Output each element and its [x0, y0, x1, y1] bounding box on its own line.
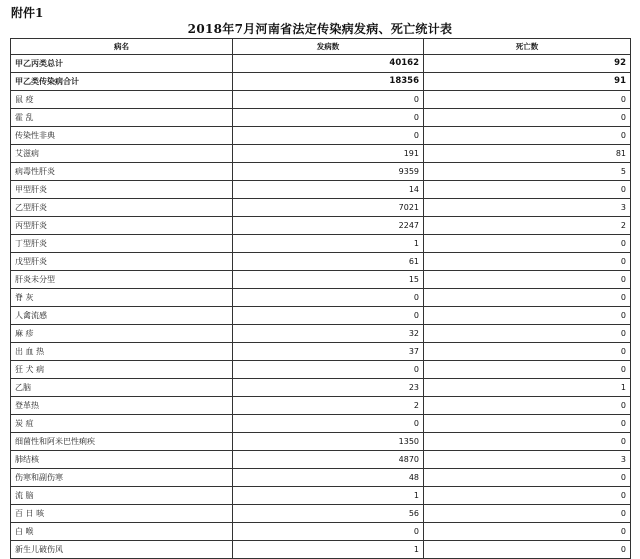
deaths-cell: 0	[424, 271, 631, 289]
cases-cell: 0	[233, 361, 424, 379]
disease-name-cell: 流 脑	[11, 487, 233, 505]
cases-cell: 7021	[233, 199, 424, 217]
disease-name-cell: 登革热	[11, 397, 233, 415]
table-row	[11, 307, 631, 325]
disease-name-cell: 鼠 疫	[11, 91, 233, 109]
table-row	[11, 73, 631, 91]
table-row	[11, 505, 631, 523]
disease-name-cell: 乙型肝炎	[11, 199, 233, 217]
disease-name-cell: 肝炎未分型	[11, 271, 233, 289]
cases-cell: 37	[233, 343, 424, 361]
deaths-cell: 0	[424, 91, 631, 109]
disease-name-cell: 乙脑	[11, 379, 233, 397]
disease-name-cell: 肺结核	[11, 451, 233, 469]
cases-cell: 32	[233, 325, 424, 343]
header-cases: 发病数	[233, 39, 424, 55]
disease-name-cell: 甲乙类传染病合计	[11, 73, 233, 91]
attachment-label: 附件1	[11, 6, 44, 20]
deaths-cell: 3	[424, 199, 631, 217]
deaths-cell: 0	[424, 109, 631, 127]
deaths-cell: 2	[424, 217, 631, 235]
cases-cell: 15	[233, 271, 424, 289]
deaths-cell: 0	[424, 541, 631, 559]
table-row	[11, 379, 631, 397]
table-body	[11, 55, 631, 559]
table-row	[11, 109, 631, 127]
table-row	[11, 145, 631, 163]
disease-name-cell: 出 血 热	[11, 343, 233, 361]
cases-cell: 0	[233, 307, 424, 325]
table-row	[11, 235, 631, 253]
cases-cell: 1350	[233, 433, 424, 451]
disease-name-cell: 戊型肝炎	[11, 253, 233, 271]
deaths-cell: 0	[424, 343, 631, 361]
deaths-cell: 0	[424, 433, 631, 451]
cases-cell: 61	[233, 253, 424, 271]
deaths-cell: 0	[424, 523, 631, 541]
cases-cell: 0	[233, 109, 424, 127]
table-row	[11, 271, 631, 289]
cases-cell: 1	[233, 235, 424, 253]
table-row	[11, 487, 631, 505]
table-row	[11, 181, 631, 199]
header-deaths: 死亡数	[424, 39, 631, 55]
deaths-cell: 92	[424, 55, 631, 73]
deaths-cell: 0	[424, 253, 631, 271]
deaths-cell: 0	[424, 307, 631, 325]
disease-name-cell: 霍 乱	[11, 109, 233, 127]
disease-name-cell: 丁型肝炎	[11, 235, 233, 253]
disease-name-cell: 狂 犬 病	[11, 361, 233, 379]
table-row	[11, 325, 631, 343]
disease-name-cell: 新生儿破伤风	[11, 541, 233, 559]
disease-name-cell: 病毒性肝炎	[11, 163, 233, 181]
deaths-cell: 3	[424, 451, 631, 469]
deaths-cell: 0	[424, 505, 631, 523]
disease-name-cell: 伤寒和副伤寒	[11, 469, 233, 487]
deaths-cell: 0	[424, 415, 631, 433]
cases-cell: 0	[233, 415, 424, 433]
cases-cell: 1	[233, 541, 424, 559]
cases-cell: 1	[233, 487, 424, 505]
cases-cell: 2247	[233, 217, 424, 235]
disease-name-cell: 细菌性和阿米巴性痢疾	[11, 433, 233, 451]
cases-cell: 0	[233, 523, 424, 541]
disease-name-cell: 百 日 咳	[11, 505, 233, 523]
deaths-cell: 0	[424, 325, 631, 343]
cases-cell: 14	[233, 181, 424, 199]
table-row	[11, 343, 631, 361]
cases-cell: 191	[233, 145, 424, 163]
deaths-cell: 91	[424, 73, 631, 91]
cases-cell: 18356	[233, 73, 424, 91]
table-row	[11, 199, 631, 217]
deaths-cell: 81	[424, 145, 631, 163]
deaths-cell: 0	[424, 397, 631, 415]
disease-name-cell: 白 喉	[11, 523, 233, 541]
deaths-cell: 0	[424, 361, 631, 379]
table-row	[11, 361, 631, 379]
disease-name-cell: 麻 疹	[11, 325, 233, 343]
header-disease-name: 病名	[11, 39, 233, 55]
table-row	[11, 127, 631, 145]
disease-name-cell: 传染性非典	[11, 127, 233, 145]
disease-name-cell: 甲乙丙类总计	[11, 55, 233, 73]
cases-cell: 0	[233, 289, 424, 307]
cases-cell: 56	[233, 505, 424, 523]
deaths-cell: 0	[424, 469, 631, 487]
deaths-cell: 0	[424, 289, 631, 307]
disease-name-cell: 甲型肝炎	[11, 181, 233, 199]
cases-cell: 9359	[233, 163, 424, 181]
table-row	[11, 217, 631, 235]
table-row	[11, 433, 631, 451]
document-title: 2018年7月河南省法定传染病发病、死亡统计表	[187, 22, 453, 36]
deaths-cell: 1	[424, 379, 631, 397]
statistics-table	[10, 38, 631, 559]
deaths-cell: 0	[424, 181, 631, 199]
table-row	[11, 415, 631, 433]
deaths-cell: 0	[424, 127, 631, 145]
cases-cell: 48	[233, 469, 424, 487]
deaths-cell: 0	[424, 235, 631, 253]
disease-name-cell: 艾滋病	[11, 145, 233, 163]
cases-cell: 23	[233, 379, 424, 397]
table-row	[11, 163, 631, 181]
cases-cell: 4870	[233, 451, 424, 469]
cases-cell: 0	[233, 127, 424, 145]
table-row	[11, 469, 631, 487]
table-header-row	[11, 39, 631, 55]
disease-name-cell: 人禽流感	[11, 307, 233, 325]
disease-name-cell: 脊 灰	[11, 289, 233, 307]
cases-cell: 2	[233, 397, 424, 415]
disease-name-cell: 丙型肝炎	[11, 217, 233, 235]
cases-cell: 40162	[233, 55, 424, 73]
cases-cell: 0	[233, 91, 424, 109]
table-row	[11, 451, 631, 469]
table-row	[11, 55, 631, 73]
deaths-cell: 5	[424, 163, 631, 181]
disease-name-cell: 炭 疽	[11, 415, 233, 433]
table-row	[11, 523, 631, 541]
table-row	[11, 397, 631, 415]
table-row	[11, 91, 631, 109]
table-row	[11, 253, 631, 271]
deaths-cell: 0	[424, 487, 631, 505]
table-row	[11, 289, 631, 307]
